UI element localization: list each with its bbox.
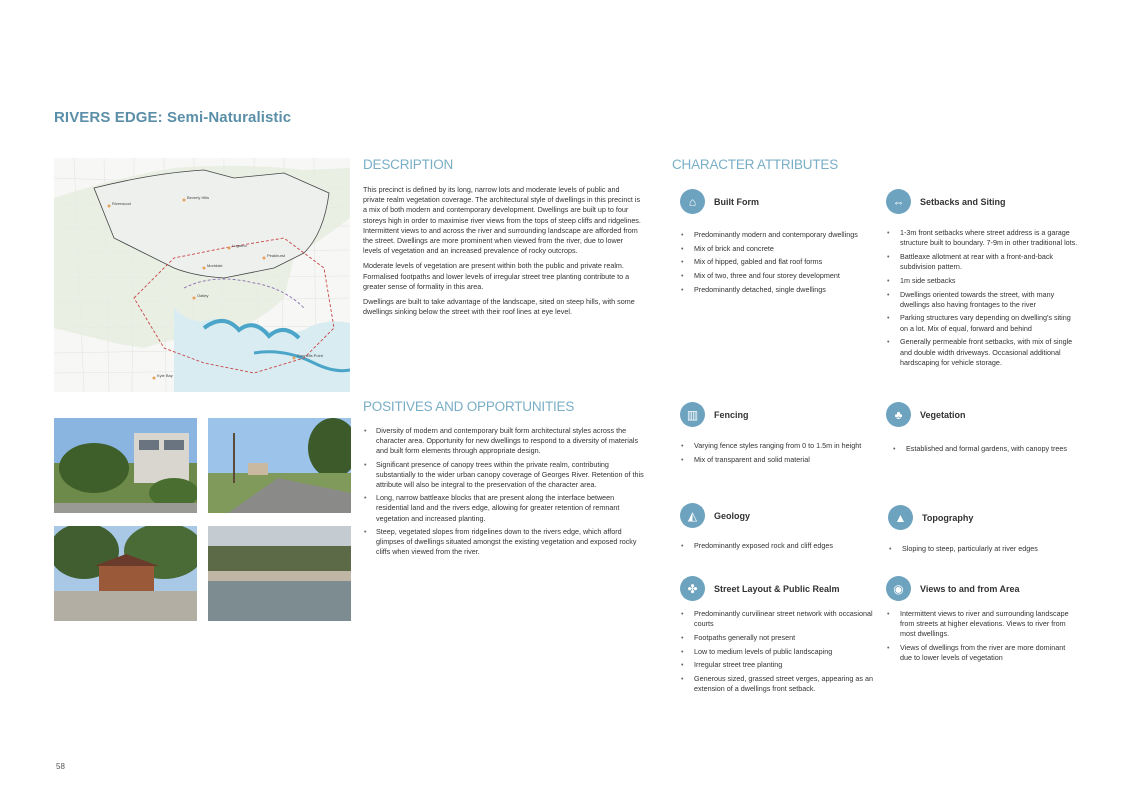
list-item: • Parking structures vary depending on dwelling's siting on a lot. Mix of equal, forward and behind <box>886 313 1078 333</box>
setbacks-header <box>886 189 1006 214</box>
views-list <box>886 609 1071 667</box>
list-item: • Steep, vegetated slopes from ridgelines down to the rivers edge, which afford glimpses of dwellings situated amongst the existing vegetation and exposed rocky cliffs when viewed from the river. <box>363 527 645 558</box>
views-label: Views to and from Area <box>920 583 1020 594</box>
setbacks-list <box>886 228 1078 371</box>
vegetation-label: Vegetation <box>920 409 966 420</box>
fencing-list <box>680 441 865 468</box>
setbacks-label: Setbacks and Siting <box>920 196 1006 207</box>
geology-label: Geology <box>714 510 751 521</box>
photo-street <box>208 418 351 513</box>
topography-label: Topography <box>922 512 974 523</box>
built-form-label: Built Form <box>714 196 759 207</box>
fencing-label: Fencing <box>714 409 749 420</box>
tree-icon: ♣ <box>886 402 911 427</box>
character-heading: CHARACTER ATTRIBUTES <box>672 157 839 172</box>
list-item: • Dwellings oriented towards the street, with many dwellings also having frontages to the river <box>886 290 1078 310</box>
positives-list <box>363 426 645 560</box>
street-layout-header <box>680 576 840 601</box>
street-layout-label: Street Layout & Public Realm <box>714 583 840 594</box>
map-label: Peakhurst <box>267 253 286 258</box>
list-item: • Established and formal gardens, with canopy trees <box>892 444 1077 454</box>
map-label: Beverly Hills <box>187 195 210 200</box>
photo-brick-house <box>54 526 197 621</box>
geology-list <box>680 541 865 555</box>
topography-header <box>888 505 973 530</box>
vegetation-list <box>892 444 1077 458</box>
built-form-header <box>680 189 759 214</box>
list-item: • Predominantly exposed rock and cliff edges <box>680 541 865 551</box>
list-item: • Diversity of modern and contemporary built form architectural styles across the character area. Opportunity for new dwellings to respond to a diversity of materials and built form elements through appropriate design. <box>363 426 645 457</box>
setback-icon: ⇔ <box>886 189 911 214</box>
precinct-map <box>54 158 350 392</box>
description-paragraph: Moderate levels of vegetation are present within both the public and private realm. Formalised footpaths and lower levels of irregular street tree planting contribute to a greater sense of formality in this area. <box>363 261 630 291</box>
house-icon: ⌂ <box>680 189 705 214</box>
list-item: • Low to medium levels of public landscaping <box>680 647 880 657</box>
list-item: • 1-3m front setbacks where street address is a garage structure built to boundary. 7-9m in other traditional lots. <box>886 228 1078 248</box>
list-item: • Views of dwellings from the river are more dominant due to lower levels of vegetation <box>886 643 1071 663</box>
list-item: • Generous sized, grassed street verges, appearing as an extension of a dwellings front setback. <box>680 674 880 694</box>
list-item: • Intermittent views to river and surrounding landscape from streets at higher elevations. Views to river from most dwellings. <box>886 609 1071 640</box>
topography-list <box>888 544 1073 558</box>
list-item: • Irregular street tree planting <box>680 660 880 670</box>
list-item: • Mix of brick and concrete <box>680 244 865 254</box>
description-paragraph: Dwellings are built to take advantage of the landscape, sited on steep hills, with some dwellings sinking below the street with their roof lines at eye level. <box>363 297 635 317</box>
page-title: RIVERS EDGE: Semi-Naturalistic <box>54 109 292 126</box>
street-layout-list <box>680 609 880 698</box>
description-heading: DESCRIPTION <box>363 157 454 172</box>
photo-river <box>208 526 351 621</box>
fencing-header <box>680 402 749 427</box>
list-item: • Mix of transparent and solid material <box>680 455 865 465</box>
list-item: • Sloping to steep, particularly at river edges <box>888 544 1073 554</box>
geology-header <box>680 503 750 528</box>
photo-house-garden <box>54 418 197 513</box>
mountain-icon: ▲ <box>888 505 913 530</box>
list-item: • Generally permeable front setbacks, with mix of single and double width driveways. Occasional additional hardscaping for vehicle storage. <box>886 337 1078 368</box>
positives-heading: POSITIVES AND OPPORTUNITIES <box>363 399 575 414</box>
map-label: Oatley <box>197 293 209 298</box>
views-header <box>886 576 1020 601</box>
map-label: Lugarno <box>232 243 247 248</box>
list-item: • Significant presence of canopy trees within the private realm, contributing substantially to the wider urban canopy coverage of Georges River. Retention of this attribute will also be integral to the preservation of the character area. <box>363 460 645 491</box>
map-label: Riverwood <box>112 201 131 206</box>
list-item: • 1m side setbacks <box>886 276 1078 286</box>
page-number: 58 <box>56 762 65 771</box>
rock-icon: ◭ <box>680 503 705 528</box>
list-item: • Battleaxe allotment at rear with a front-and-back subdivision pattern. <box>886 252 1078 272</box>
vegetation-header <box>886 402 966 427</box>
fence-icon: ▥ <box>680 402 705 427</box>
built-form-list <box>680 230 865 299</box>
description-paragraph: This precinct is defined by its long, narrow lots and moderate levels of public and private realm vegetation coverage. The architectural style of dwellings in this precinct is a mix of both modern and contemporary development. Dwellings are built up to four storeys high in order to maximise river views from the tops of steep cliffs and ridgelines. Intermittent views to and across the river and surrounding landscape are afforded from the street. Dwellings are more prominent when viewed from the river, due to lower levels of vegetation and an increased prevalence of rocky outcrops. <box>363 185 641 256</box>
map-label: Connells Point <box>297 353 323 358</box>
street-icon: ✤ <box>680 576 705 601</box>
list-item: • Predominantly detached, single dwellings <box>680 285 865 295</box>
map-label: Mortdale <box>207 263 223 268</box>
list-item: • Predominantly curvilinear street network with occasional courts <box>680 609 880 629</box>
eye-icon: ◉ <box>886 576 911 601</box>
list-item: • Footpaths generally not present <box>680 633 880 643</box>
map-label: Kyle Bay <box>157 373 173 378</box>
list-item: • Mix of two, three and four storey development <box>680 271 865 281</box>
list-item: • Mix of hipped, gabled and flat roof forms <box>680 257 865 267</box>
list-item: • Long, narrow battleaxe blocks that are present along the interface between residential land and the rivers edge, allowing for greater retention of remnant vegetation and increased planting. <box>363 493 645 524</box>
list-item: • Predominantly modern and contemporary dwellings <box>680 230 865 240</box>
list-item: • Varying fence styles ranging from 0 to 1.5m in height <box>680 441 865 451</box>
description-body <box>363 185 643 322</box>
